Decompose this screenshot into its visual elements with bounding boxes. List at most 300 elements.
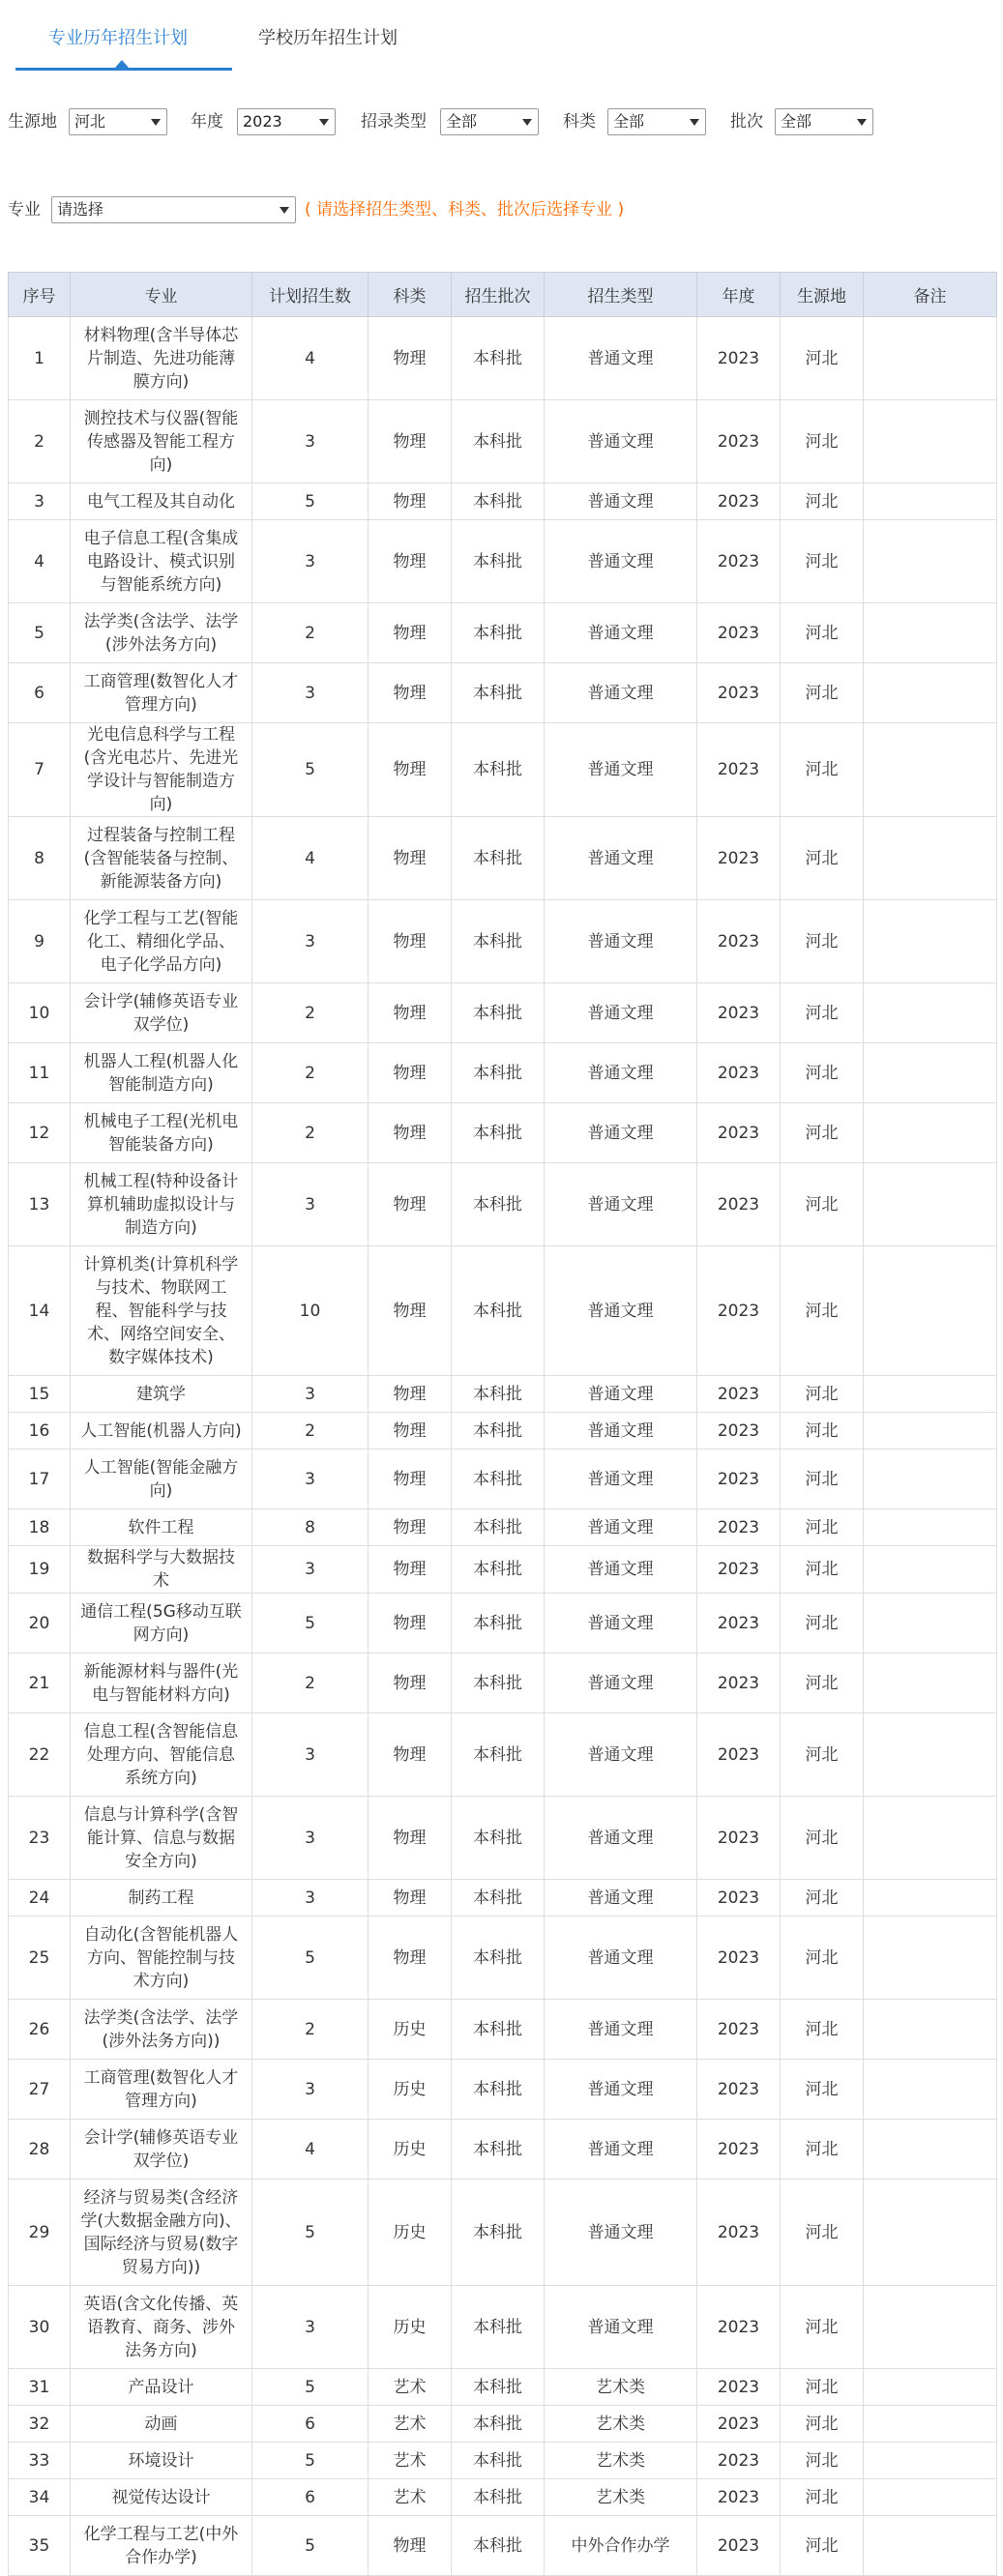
- cell-year: 2023: [697, 900, 781, 983]
- cell-no: 7: [9, 723, 71, 817]
- cell-count: 2: [252, 983, 369, 1043]
- cell-no: 25: [9, 1917, 71, 2000]
- cell-year: 2023: [697, 2000, 781, 2060]
- cell-source: 河北: [781, 1509, 864, 1546]
- cell-major: 光电信息科学与工程(含光电芯片、先进光学设计与智能制造方向): [71, 723, 252, 817]
- batch-label: 批次: [730, 112, 763, 132]
- cell-no: 18: [9, 1509, 71, 1546]
- cell-subject: 物理: [369, 723, 452, 817]
- cell-subject: 物理: [369, 1246, 452, 1376]
- cell-count: 3: [252, 1546, 369, 1594]
- tab-school-history[interactable]: 学校历年招生计划: [258, 28, 398, 48]
- cell-count: 3: [252, 1713, 369, 1797]
- cell-year: 2023: [697, 1546, 781, 1594]
- cell-source: 河北: [781, 317, 864, 400]
- cell-count: 2: [252, 603, 369, 663]
- table-row: [9, 1103, 997, 1163]
- cell-count: 3: [252, 400, 369, 483]
- cell-no: 12: [9, 1103, 71, 1163]
- cell-subject: 物理: [369, 1509, 452, 1546]
- cell-no: 19: [9, 1546, 71, 1594]
- cell-note: [864, 2000, 997, 2060]
- cell-subject: 历史: [369, 2000, 452, 2060]
- cell-subject: 物理: [369, 1449, 452, 1509]
- cell-batch: 本科批: [452, 1654, 545, 1713]
- cell-major: 建筑学: [71, 1376, 252, 1413]
- table-row: [9, 1546, 997, 1594]
- type-label: 招录类型: [361, 112, 427, 132]
- cell-major: 机械电子工程(光机电智能装备方向): [71, 1103, 252, 1163]
- cell-type: 普通文理: [545, 1376, 697, 1413]
- cell-major: 环境设计: [71, 2443, 252, 2479]
- table-row: [9, 1449, 997, 1509]
- cell-source: 河北: [781, 1546, 864, 1594]
- cell-no: 2: [9, 400, 71, 483]
- cell-count: 5: [252, 2516, 369, 2576]
- cell-year: 2023: [697, 317, 781, 400]
- cell-batch: 本科批: [452, 2443, 545, 2479]
- cell-note: [864, 317, 997, 400]
- chevron-down-icon: [522, 119, 532, 126]
- header-year: 年度: [697, 273, 781, 317]
- cell-note: [864, 603, 997, 663]
- chevron-down-icon: [690, 119, 699, 126]
- cell-count: 5: [252, 483, 369, 520]
- cell-major: 机械工程(特种设备计算机辅助虚拟设计与制造方向): [71, 1163, 252, 1246]
- cell-major: 化学工程与工艺(智能化工、精细化学品、电子化学品方向): [71, 900, 252, 983]
- cell-subject: 物理: [369, 520, 452, 603]
- cell-batch: 本科批: [452, 2060, 545, 2120]
- cell-source: 河北: [781, 1163, 864, 1246]
- cell-note: [864, 1594, 997, 1654]
- table-row: [9, 2406, 997, 2443]
- cell-year: 2023: [697, 817, 781, 900]
- cell-count: 3: [252, 1163, 369, 1246]
- cell-year: 2023: [697, 2369, 781, 2406]
- cell-subject: 艺术: [369, 2369, 452, 2406]
- table-row: [9, 2369, 997, 2406]
- cell-no: 5: [9, 603, 71, 663]
- cell-type: 普通文理: [545, 2286, 697, 2369]
- cell-type: 普通文理: [545, 1546, 697, 1594]
- cell-type: 普通文理: [545, 520, 697, 603]
- cell-source: 河北: [781, 1654, 864, 1713]
- cell-count: 5: [252, 723, 369, 817]
- cell-subject: 艺术: [369, 2406, 452, 2443]
- cell-year: 2023: [697, 1654, 781, 1713]
- cell-year: 2023: [697, 1043, 781, 1103]
- type-select[interactable]: [440, 108, 539, 135]
- cell-batch: 本科批: [452, 1713, 545, 1797]
- table-row: [9, 2060, 997, 2120]
- table-row: [9, 603, 997, 663]
- cell-source: 河北: [781, 2060, 864, 2120]
- cell-year: 2023: [697, 2120, 781, 2180]
- year-label: 年度: [191, 112, 223, 132]
- chevron-down-icon: [151, 119, 161, 126]
- cell-no: 13: [9, 1163, 71, 1246]
- cell-year: 2023: [697, 2443, 781, 2479]
- cell-batch: 本科批: [452, 2286, 545, 2369]
- cell-no: 9: [9, 900, 71, 983]
- active-tab-underline: [15, 68, 232, 71]
- cell-batch: 本科批: [452, 603, 545, 663]
- table-row: [9, 1163, 997, 1246]
- cell-subject: 物理: [369, 603, 452, 663]
- cell-batch: 本科批: [452, 400, 545, 483]
- cell-major: 信息工程(含智能信息处理方向、智能信息系统方向): [71, 1713, 252, 1797]
- cell-year: 2023: [697, 520, 781, 603]
- cell-no: 6: [9, 663, 71, 723]
- cell-subject: 物理: [369, 1376, 452, 1413]
- cell-note: [864, 663, 997, 723]
- table-row: [9, 1594, 997, 1654]
- cell-no: 3: [9, 483, 71, 520]
- cell-batch: 本科批: [452, 2000, 545, 2060]
- cell-note: [864, 1043, 997, 1103]
- cell-year: 2023: [697, 2516, 781, 2576]
- cell-note: [864, 2286, 997, 2369]
- cell-note: [864, 1103, 997, 1163]
- cell-type: 普通文理: [545, 317, 697, 400]
- cell-subject: 物理: [369, 1713, 452, 1797]
- cell-count: 5: [252, 2443, 369, 2479]
- cell-count: 2: [252, 2000, 369, 2060]
- cell-no: 34: [9, 2479, 71, 2516]
- cell-note: [864, 2369, 997, 2406]
- cell-no: 10: [9, 983, 71, 1043]
- cell-source: 河北: [781, 2406, 864, 2443]
- cell-batch: 本科批: [452, 317, 545, 400]
- cell-batch: 本科批: [452, 1043, 545, 1103]
- cell-note: [864, 1413, 997, 1449]
- cell-major: 通信工程(5G移动互联网方向): [71, 1594, 252, 1654]
- cell-note: [864, 520, 997, 603]
- table-row: [9, 317, 997, 400]
- cell-major: 制药工程: [71, 1880, 252, 1917]
- cell-year: 2023: [697, 483, 781, 520]
- cell-count: 3: [252, 2060, 369, 2120]
- cell-major: 电气工程及其自动化: [71, 483, 252, 520]
- cell-batch: 本科批: [452, 1163, 545, 1246]
- type-select-value: 全部: [446, 112, 478, 131]
- cell-type: 普通文理: [545, 1594, 697, 1654]
- cell-type: 普通文理: [545, 1246, 697, 1376]
- cell-source: 河北: [781, 1246, 864, 1376]
- cell-no: 23: [9, 1797, 71, 1880]
- cell-count: 5: [252, 1917, 369, 2000]
- cell-source: 河北: [781, 2369, 864, 2406]
- cell-major: 材料物理(含半导体芯片制造、先进功能薄膜方向): [71, 317, 252, 400]
- cell-batch: 本科批: [452, 1917, 545, 2000]
- cell-subject: 物理: [369, 817, 452, 900]
- cell-major: 测控技术与仪器(智能传感器及智能工程方向): [71, 400, 252, 483]
- header-note: 备注: [864, 273, 997, 317]
- cell-year: 2023: [697, 2406, 781, 2443]
- cell-source: 河北: [781, 900, 864, 983]
- cell-source: 河北: [781, 2443, 864, 2479]
- cell-subject: 物理: [369, 1546, 452, 1594]
- cell-subject: 物理: [369, 983, 452, 1043]
- cell-no: 32: [9, 2406, 71, 2443]
- cell-subject: 历史: [369, 2286, 452, 2369]
- cell-batch: 本科批: [452, 2180, 545, 2286]
- cell-year: 2023: [697, 400, 781, 483]
- cell-major: 工商管理(数智化人才管理方向): [71, 663, 252, 723]
- chevron-down-icon: [857, 119, 867, 126]
- cell-subject: 物理: [369, 1043, 452, 1103]
- cell-major: 动画: [71, 2406, 252, 2443]
- cell-no: 15: [9, 1376, 71, 1413]
- table-row: [9, 1246, 997, 1376]
- cell-no: 28: [9, 2120, 71, 2180]
- year-select-value: 2023: [243, 112, 282, 131]
- cell-batch: 本科批: [452, 723, 545, 817]
- cell-source: 河北: [781, 483, 864, 520]
- cell-count: 3: [252, 520, 369, 603]
- cell-source: 河北: [781, 2516, 864, 2576]
- header-type: 招生类型: [545, 273, 697, 317]
- cell-no: 24: [9, 1880, 71, 1917]
- cell-type: 普通文理: [545, 1654, 697, 1713]
- cell-note: [864, 400, 997, 483]
- cell-type: 普通文理: [545, 2120, 697, 2180]
- cell-subject: 物理: [369, 1413, 452, 1449]
- cell-year: 2023: [697, 1246, 781, 1376]
- cell-year: 2023: [697, 2180, 781, 2286]
- cell-type: 普通文理: [545, 603, 697, 663]
- cell-no: 26: [9, 2000, 71, 2060]
- cell-count: 5: [252, 2180, 369, 2286]
- cell-batch: 本科批: [452, 2406, 545, 2443]
- cell-note: [864, 900, 997, 983]
- cell-note: [864, 1449, 997, 1509]
- cell-subject: 物理: [369, 317, 452, 400]
- table-row: [9, 817, 997, 900]
- tab-bar: [8, 0, 224, 72]
- cell-type: 普通文理: [545, 400, 697, 483]
- cell-type: 普通文理: [545, 1713, 697, 1797]
- cell-count: 2: [252, 1654, 369, 1713]
- cell-subject: 物理: [369, 900, 452, 983]
- cell-no: 31: [9, 2369, 71, 2406]
- cell-batch: 本科批: [452, 1546, 545, 1594]
- cell-subject: 物理: [369, 1594, 452, 1654]
- cell-subject: 物理: [369, 483, 452, 520]
- cell-batch: 本科批: [452, 1509, 545, 1546]
- cell-source: 河北: [781, 983, 864, 1043]
- cell-count: 3: [252, 1797, 369, 1880]
- cell-source: 河北: [781, 2000, 864, 2060]
- cell-subject: 历史: [369, 2180, 452, 2286]
- cell-count: 5: [252, 1594, 369, 1654]
- cell-batch: 本科批: [452, 900, 545, 983]
- cell-note: [864, 723, 997, 817]
- cell-count: 2: [252, 1413, 369, 1449]
- cell-type: 普通文理: [545, 2180, 697, 2286]
- cell-no: 1: [9, 317, 71, 400]
- subject-label: 科类: [563, 112, 596, 132]
- cell-batch: 本科批: [452, 1246, 545, 1376]
- cell-year: 2023: [697, 1509, 781, 1546]
- cell-type: 艺术类: [545, 2406, 697, 2443]
- cell-year: 2023: [697, 603, 781, 663]
- header-batch: 招生批次: [452, 273, 545, 317]
- cell-year: 2023: [697, 1594, 781, 1654]
- source-select[interactable]: [69, 108, 167, 135]
- cell-major: 会计学(辅修英语专业双学位): [71, 983, 252, 1043]
- cell-major: 信息与计算科学(含智能计算、信息与数据安全方向): [71, 1797, 252, 1880]
- header-no: 序号: [9, 273, 71, 317]
- cell-source: 河北: [781, 400, 864, 483]
- cell-batch: 本科批: [452, 2120, 545, 2180]
- cell-major: 机器人工程(机器人化智能制造方向): [71, 1043, 252, 1103]
- cell-subject: 物理: [369, 1163, 452, 1246]
- cell-year: 2023: [697, 1376, 781, 1413]
- table-row: [9, 663, 997, 723]
- cell-count: 3: [252, 900, 369, 983]
- cell-type: 艺术类: [545, 2443, 697, 2479]
- cell-note: [864, 2180, 997, 2286]
- cell-source: 河北: [781, 2286, 864, 2369]
- cell-year: 2023: [697, 663, 781, 723]
- table-row: [9, 483, 997, 520]
- cell-type: 普通文理: [545, 1797, 697, 1880]
- cell-count: 3: [252, 1880, 369, 1917]
- cell-count: 10: [252, 1246, 369, 1376]
- cell-no: 11: [9, 1043, 71, 1103]
- cell-subject: 历史: [369, 2060, 452, 2120]
- cell-count: 5: [252, 2369, 369, 2406]
- subject-select[interactable]: [607, 108, 706, 135]
- cell-subject: 历史: [369, 2120, 452, 2180]
- cell-subject: 物理: [369, 2516, 452, 2576]
- cell-batch: 本科批: [452, 2516, 545, 2576]
- source-label: 生源地: [8, 112, 57, 132]
- cell-no: 21: [9, 1654, 71, 1713]
- cell-count: 6: [252, 2479, 369, 2516]
- cell-batch: 本科批: [452, 1103, 545, 1163]
- cell-note: [864, 483, 997, 520]
- table-row: [9, 900, 997, 983]
- cell-no: 14: [9, 1246, 71, 1376]
- cell-major: 会计学(辅修英语专业双学位): [71, 2120, 252, 2180]
- cell-count: 4: [252, 2120, 369, 2180]
- cell-note: [864, 1163, 997, 1246]
- cell-type: 普通文理: [545, 1449, 697, 1509]
- table-row: [9, 2479, 997, 2516]
- cell-batch: 本科批: [452, 817, 545, 900]
- tab-major-history[interactable]: 专业历年招生计划: [48, 28, 188, 48]
- cell-note: [864, 983, 997, 1043]
- cell-year: 2023: [697, 1713, 781, 1797]
- cell-subject: 物理: [369, 1103, 452, 1163]
- chevron-down-icon: [319, 119, 329, 126]
- cell-major: 人工智能(智能金融方向): [71, 1449, 252, 1509]
- table-row: [9, 1043, 997, 1103]
- cell-major: 工商管理(数智化人才管理方向): [71, 2060, 252, 2120]
- cell-subject: 物理: [369, 1917, 452, 2000]
- cell-type: 艺术类: [545, 2479, 697, 2516]
- cell-major: 电子信息工程(含集成电路设计、模式识别与智能系统方向): [71, 520, 252, 603]
- table-row: [9, 1713, 997, 1797]
- cell-batch: 本科批: [452, 983, 545, 1043]
- cell-subject: 物理: [369, 663, 452, 723]
- cell-subject: 艺术: [369, 2479, 452, 2516]
- cell-note: [864, 1376, 997, 1413]
- table-row: [9, 2180, 997, 2286]
- table-row: [9, 2516, 997, 2576]
- active-tab-caret: [115, 60, 129, 68]
- cell-count: 3: [252, 2286, 369, 2369]
- cell-type: 普通文理: [545, 1917, 697, 2000]
- cell-batch: 本科批: [452, 1797, 545, 1880]
- cell-year: 2023: [697, 1880, 781, 1917]
- batch-select[interactable]: [775, 108, 873, 135]
- cell-source: 河北: [781, 1103, 864, 1163]
- source-select-value: 河北: [74, 112, 106, 131]
- cell-source: 河北: [781, 1043, 864, 1103]
- table-row: [9, 1654, 997, 1713]
- cell-major: 计算机类(计算机科学与技术、物联网工程、智能科学与技术、网络空间安全、数字媒体技术): [71, 1246, 252, 1376]
- major-label: 专业: [8, 200, 41, 220]
- cell-note: [864, 817, 997, 900]
- table-row: [9, 1880, 997, 1917]
- cell-type: 普通文理: [545, 1163, 697, 1246]
- cell-batch: 本科批: [452, 483, 545, 520]
- cell-year: 2023: [697, 1917, 781, 2000]
- enrollment-plan-table: [8, 272, 997, 2576]
- cell-source: 河北: [781, 1594, 864, 1654]
- cell-count: 2: [252, 1043, 369, 1103]
- cell-note: [864, 1917, 997, 2000]
- cell-type: 普通文理: [545, 1880, 697, 1917]
- cell-type: 普通文理: [545, 817, 697, 900]
- cell-no: 29: [9, 2180, 71, 2286]
- cell-major: 经济与贸易类(含经济学(大数据金融方向)、国际经济与贸易(数字贸易方向)): [71, 2180, 252, 2286]
- cell-major: 法学类(含法学、法学(涉外法务方向): [71, 603, 252, 663]
- year-select[interactable]: [237, 108, 336, 135]
- cell-major: 化学工程与工艺(中外合作办学): [71, 2516, 252, 2576]
- cell-note: [864, 1713, 997, 1797]
- cell-batch: 本科批: [452, 1594, 545, 1654]
- cell-source: 河北: [781, 1917, 864, 2000]
- cell-batch: 本科批: [452, 520, 545, 603]
- cell-major: 数据科学与大数据技术: [71, 1546, 252, 1594]
- table-row: [9, 400, 997, 483]
- cell-year: 2023: [697, 2286, 781, 2369]
- cell-type: 普通文理: [545, 900, 697, 983]
- cell-year: 2023: [697, 1413, 781, 1449]
- table-row: [9, 1509, 997, 1546]
- cell-source: 河北: [781, 2479, 864, 2516]
- cell-no: 20: [9, 1594, 71, 1654]
- cell-no: 33: [9, 2443, 71, 2479]
- cell-subject: 物理: [369, 400, 452, 483]
- major-select[interactable]: [51, 196, 296, 223]
- cell-major: 软件工程: [71, 1509, 252, 1546]
- chevron-down-icon: [280, 207, 289, 214]
- header-count: 计划招生数: [252, 273, 369, 317]
- cell-note: [864, 1546, 997, 1594]
- cell-year: 2023: [697, 1103, 781, 1163]
- cell-source: 河北: [781, 817, 864, 900]
- cell-source: 河北: [781, 1449, 864, 1509]
- cell-major: 产品设计: [71, 2369, 252, 2406]
- cell-type: 普通文理: [545, 483, 697, 520]
- table-row: [9, 1797, 997, 1880]
- cell-source: 河北: [781, 723, 864, 817]
